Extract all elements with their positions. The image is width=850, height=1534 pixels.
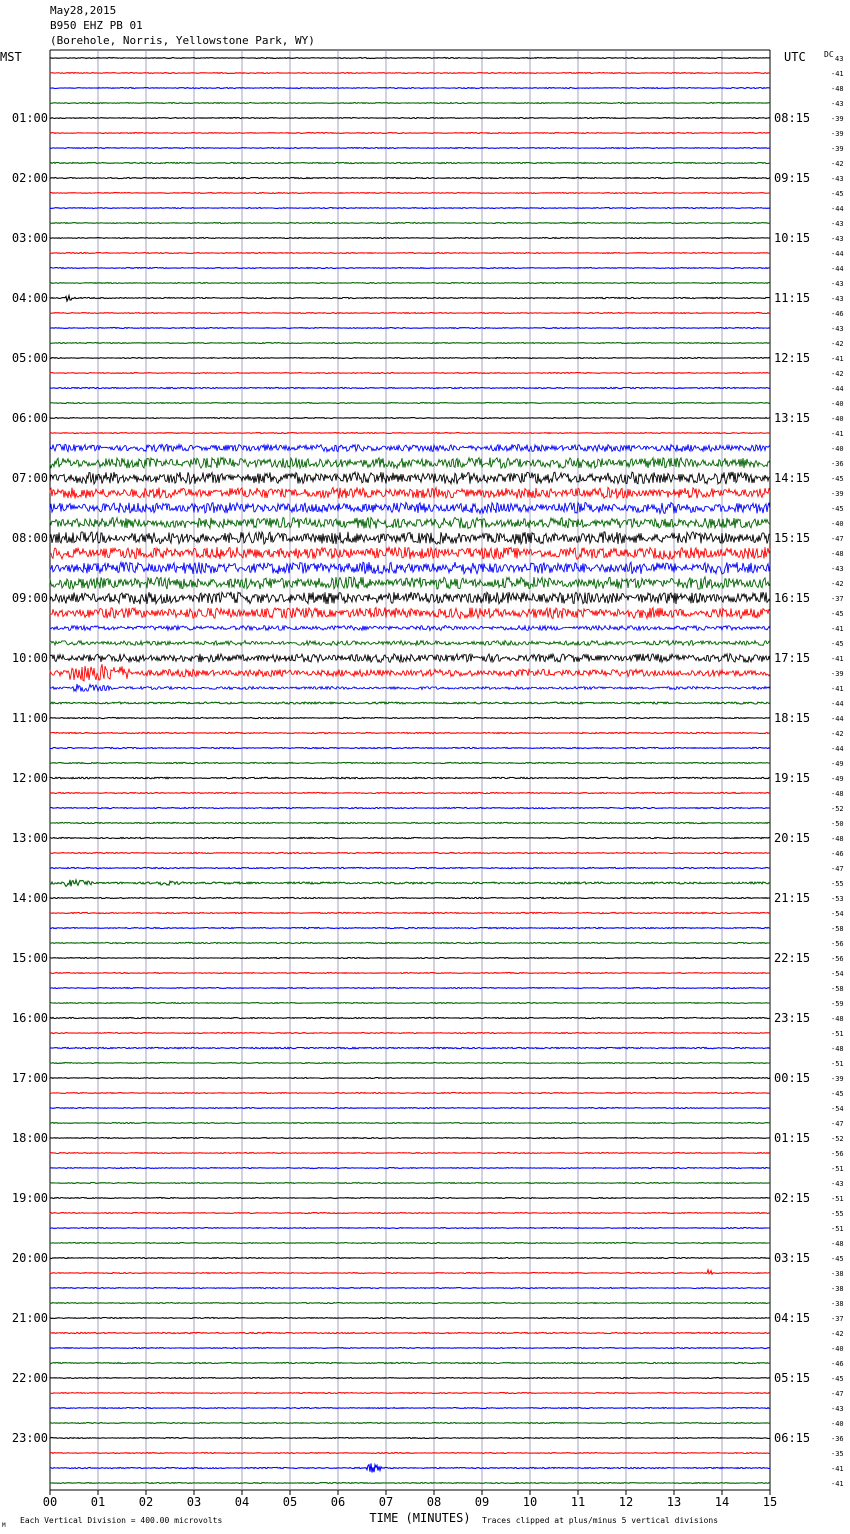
dc-offset-label: -44 bbox=[831, 385, 844, 393]
trace-blue bbox=[50, 208, 770, 209]
trace-red bbox=[50, 852, 770, 853]
trace-green bbox=[50, 1362, 770, 1363]
trace-blue bbox=[50, 626, 770, 631]
dc-offset-label: -43 bbox=[831, 325, 844, 333]
dc-offset-label: -51 bbox=[831, 1030, 844, 1038]
mst-hour-label: 17:00 bbox=[11, 1071, 48, 1085]
trace-red bbox=[50, 792, 770, 793]
trace-blue bbox=[50, 1228, 770, 1229]
trace-red bbox=[50, 133, 770, 134]
dc-offset-label: -35 bbox=[831, 1450, 844, 1458]
trace-red bbox=[50, 1213, 770, 1214]
trace-red bbox=[50, 547, 770, 559]
trace-green bbox=[50, 1303, 770, 1304]
dc-offset-label: -46 bbox=[831, 850, 844, 858]
trace-black bbox=[50, 1258, 770, 1259]
trace-green bbox=[50, 1423, 770, 1424]
trace-black bbox=[50, 654, 770, 663]
dc-offset-label: -41 bbox=[831, 1480, 844, 1488]
trace-green bbox=[50, 103, 770, 104]
trace-black bbox=[50, 532, 770, 544]
x-tick-label: 03 bbox=[186, 1495, 202, 1509]
trace-red bbox=[50, 193, 770, 194]
mst-hour-label: 03:00 bbox=[11, 231, 48, 245]
dc-offset-label: -48 bbox=[831, 790, 844, 798]
mst-hour-label: 09:00 bbox=[11, 591, 48, 605]
dc-offset-label: -45 bbox=[831, 505, 844, 513]
dc-offset-label: -50 bbox=[831, 820, 844, 828]
dc-offset-label: -47 bbox=[831, 865, 844, 873]
trace-red bbox=[50, 1033, 770, 1034]
trace-black bbox=[50, 777, 770, 778]
mst-hour-label: 08:00 bbox=[11, 531, 48, 545]
dc-offset-label: -48 bbox=[831, 1045, 844, 1053]
dc-offset-label: -43 bbox=[831, 220, 844, 228]
dc-offset-label: -51 bbox=[831, 1165, 844, 1173]
dc-offset-label: -41 bbox=[831, 625, 844, 633]
trace-red bbox=[50, 912, 770, 913]
dc-offset-label: -49 bbox=[831, 775, 844, 783]
dc-offset-label: -40 bbox=[831, 445, 844, 453]
x-tick-label: 12 bbox=[618, 1495, 634, 1509]
mst-hour-label: 20:00 bbox=[11, 1251, 48, 1265]
utc-hour-label: 02:15 bbox=[774, 1191, 811, 1205]
dc-offset-label: -39 bbox=[831, 490, 844, 498]
trace-blue bbox=[50, 1288, 770, 1289]
dc-offset-label: -51 bbox=[831, 1225, 844, 1233]
dc-offset-label: -51 bbox=[831, 1195, 844, 1203]
dc-offset-label: -49 bbox=[831, 760, 844, 768]
trace-black bbox=[50, 118, 770, 119]
trace-green bbox=[50, 223, 770, 224]
utc-hour-label: 15:15 bbox=[774, 531, 811, 545]
trace-green bbox=[50, 343, 770, 344]
grid bbox=[50, 50, 770, 1495]
trace-black bbox=[50, 592, 770, 604]
trace-blue bbox=[50, 807, 770, 808]
utc-hour-label: 04:15 bbox=[774, 1311, 811, 1325]
trace-green bbox=[50, 517, 770, 528]
dc-offset-label: -48 bbox=[831, 550, 844, 558]
utc-hour-label: 20:15 bbox=[774, 831, 811, 845]
mst-hour-label: 05:00 bbox=[11, 351, 48, 365]
trace-blue bbox=[50, 387, 770, 388]
trace-green bbox=[50, 1003, 770, 1004]
dc-offset-label: -39 bbox=[831, 145, 844, 153]
dc-offset-label: -42 bbox=[831, 1330, 844, 1338]
dc-label: DC bbox=[824, 50, 834, 59]
mst-hour-label: 04:00 bbox=[11, 291, 48, 305]
trace-black bbox=[50, 1138, 770, 1139]
dc-offset-label: -43 bbox=[831, 175, 844, 183]
dc-offset-label: -58 bbox=[831, 925, 844, 933]
x-tick-label: 08 bbox=[426, 1495, 442, 1509]
trace-green bbox=[50, 1483, 770, 1484]
mst-hour-label: 10:00 bbox=[11, 651, 48, 665]
x-tick-label: 04 bbox=[234, 1495, 250, 1509]
x-tick-label: 13 bbox=[666, 1495, 682, 1509]
x-tick-label: 14 bbox=[714, 1495, 730, 1509]
dc-offset-label: -40 bbox=[831, 400, 844, 408]
dc-offset-label: -39 bbox=[831, 115, 844, 123]
utc-hour-label: 14:15 bbox=[774, 471, 811, 485]
trace-green bbox=[50, 822, 770, 823]
dc-offset-label: -54 bbox=[831, 970, 844, 978]
trace-black bbox=[50, 1438, 770, 1439]
dc-offset-label: -45 bbox=[831, 610, 844, 618]
scale-note: Each Vertical Division = 400.00 microvolts bbox=[20, 1516, 223, 1525]
dc-offset-label: -42 bbox=[831, 160, 844, 168]
trace-blue bbox=[50, 1108, 770, 1109]
x-tick-label: 15 bbox=[762, 1495, 778, 1509]
dc-offset-label: -46 bbox=[831, 310, 844, 318]
trace-green bbox=[50, 458, 770, 469]
trace-blue bbox=[50, 1463, 770, 1472]
dc-offset-label: -44 bbox=[831, 250, 844, 258]
x-axis-title: TIME (MINUTES) bbox=[369, 1511, 471, 1525]
dc-offset-label: -43 bbox=[831, 235, 844, 243]
utc-hour-label: 06:15 bbox=[774, 1431, 811, 1445]
utc-hour-label: 21:15 bbox=[774, 891, 811, 905]
mst-hour-label: 02:00 bbox=[11, 171, 48, 185]
dc-offset-label: -56 bbox=[831, 955, 844, 963]
utc-hour-label: 09:15 bbox=[774, 171, 811, 185]
dc-offset-label: -48 bbox=[831, 1240, 844, 1248]
dc-offset-label: -44 bbox=[831, 700, 844, 708]
trace-black bbox=[50, 897, 770, 898]
dc-offset-label: -48 bbox=[831, 85, 844, 93]
dc-offset-label: -41 bbox=[831, 685, 844, 693]
trace-black bbox=[50, 1378, 770, 1379]
clip-note: Traces clipped at plus/minus 5 vertical divisions bbox=[482, 1516, 719, 1525]
mst-hour-label: 21:00 bbox=[11, 1311, 48, 1325]
trace-green bbox=[50, 162, 770, 163]
trace-green bbox=[50, 702, 770, 704]
mst-hour-label: 18:00 bbox=[11, 1131, 48, 1145]
trace-green bbox=[50, 403, 770, 404]
dc-offset-label: -55 bbox=[831, 880, 844, 888]
dc-offset-label: -45 bbox=[831, 1375, 844, 1383]
dc-offset-label: -53 bbox=[831, 895, 844, 903]
mst-hour-label: 14:00 bbox=[11, 891, 48, 905]
dc-offset-label: -54 bbox=[831, 910, 844, 918]
mst-hour-label: 13:00 bbox=[11, 831, 48, 845]
trace-red bbox=[50, 373, 770, 374]
utc-hour-label: 22:15 bbox=[774, 951, 811, 965]
mst-hour-label: 22:00 bbox=[11, 1371, 48, 1385]
dc-offset-label: -39 bbox=[831, 130, 844, 138]
trace-blue bbox=[50, 684, 770, 691]
utc-hour-label: 12:15 bbox=[774, 351, 811, 365]
utc-hour-label: 10:15 bbox=[774, 231, 811, 245]
dc-offset-label: -41 bbox=[831, 655, 844, 663]
date-label: May28,2015 bbox=[50, 4, 117, 17]
trace-black bbox=[50, 472, 770, 484]
dc-offset-label: -59 bbox=[831, 1000, 844, 1008]
dc-offset-label: -42 bbox=[831, 370, 844, 378]
x-tick-label: 11 bbox=[570, 1495, 586, 1509]
trace-red bbox=[50, 1153, 770, 1154]
dc-offset-label: -36 bbox=[831, 1435, 844, 1443]
trace-blue bbox=[50, 927, 770, 928]
mst-hour-label: 16:00 bbox=[11, 1011, 48, 1025]
dc-offset-label: -43 bbox=[831, 565, 844, 573]
dc-offset-label: -38 bbox=[831, 1270, 844, 1278]
x-tick-label: 01 bbox=[90, 1495, 106, 1509]
trace-red bbox=[50, 1453, 770, 1454]
trace-blue bbox=[50, 1348, 770, 1349]
dc-offset-label: -45 bbox=[831, 475, 844, 483]
trace-blue bbox=[50, 328, 770, 329]
trace-black bbox=[50, 177, 770, 178]
trace-blue bbox=[50, 1168, 770, 1169]
dc-offset-label: -44 bbox=[831, 745, 844, 753]
trace-blue bbox=[50, 988, 770, 989]
station-label: B950 EHZ PB 01 bbox=[50, 19, 143, 32]
traces bbox=[50, 58, 770, 1484]
dc-offset-label: -40 bbox=[831, 520, 844, 528]
utc-hour-label: 17:15 bbox=[774, 651, 811, 665]
utc-hour-label: 05:15 bbox=[774, 1371, 811, 1385]
trace-blue bbox=[50, 1047, 770, 1048]
dc-offset-label: -42 bbox=[831, 580, 844, 588]
dc-offset-label: -43 bbox=[831, 100, 844, 108]
dc-offset-label: -41 bbox=[831, 70, 844, 78]
mst-hour-label: 19:00 bbox=[11, 1191, 48, 1205]
dc-offset-label: -40 bbox=[831, 415, 844, 423]
x-tick-label: 06 bbox=[330, 1495, 346, 1509]
trace-green bbox=[50, 641, 770, 646]
trace-blue bbox=[50, 867, 770, 868]
utc-hour-label: 16:15 bbox=[774, 591, 811, 605]
trace-red bbox=[50, 73, 770, 74]
x-tick-label: 05 bbox=[282, 1495, 298, 1509]
mst-hour-label: 07:00 bbox=[11, 471, 48, 485]
trace-red bbox=[50, 1393, 770, 1394]
trace-red bbox=[50, 973, 770, 974]
trace-green bbox=[50, 880, 770, 887]
trace-black bbox=[50, 837, 770, 838]
trace-black bbox=[50, 1078, 770, 1079]
corner-mark: M bbox=[2, 1522, 6, 1529]
trace-black bbox=[50, 1318, 770, 1319]
trace-black bbox=[50, 418, 770, 419]
dc-offset-label: -44 bbox=[831, 265, 844, 273]
dc-offset-label: -36 bbox=[831, 460, 844, 468]
dc-offset-label: -38 bbox=[831, 1300, 844, 1308]
dc-offset-label: -45 bbox=[831, 190, 844, 198]
dc-offset-label: -58 bbox=[831, 985, 844, 993]
trace-black bbox=[50, 958, 770, 959]
trace-black bbox=[50, 358, 770, 359]
dc-offset-label: -43 bbox=[831, 1180, 844, 1188]
trace-black bbox=[50, 58, 770, 59]
x-tick-label: 00 bbox=[42, 1495, 58, 1509]
trace-green bbox=[50, 942, 770, 943]
mst-hour-label: 06:00 bbox=[11, 411, 48, 425]
dc-offset-label: -46 bbox=[831, 1360, 844, 1368]
trace-blue bbox=[50, 562, 770, 574]
utc-hour-label: 23:15 bbox=[774, 1011, 811, 1025]
dc-offset-label: -39 bbox=[831, 1075, 844, 1083]
dc-offset-label: 43 bbox=[835, 55, 844, 63]
dc-offset-label: -52 bbox=[831, 805, 844, 813]
trace-blue bbox=[50, 268, 770, 269]
trace-red bbox=[50, 253, 770, 254]
dc-offset-label: -43 bbox=[831, 295, 844, 303]
dc-offset-label: -52 bbox=[831, 1135, 844, 1143]
trace-green bbox=[50, 762, 770, 763]
mst-hour-label: 11:00 bbox=[11, 711, 48, 725]
dc-offset-label: -43 bbox=[831, 280, 844, 288]
trace-black bbox=[50, 1017, 770, 1018]
trace-blue bbox=[50, 747, 770, 748]
trace-black bbox=[50, 238, 770, 239]
dc-offset-label: -51 bbox=[831, 1060, 844, 1068]
trace-red bbox=[50, 487, 770, 498]
x-tick-label: 02 bbox=[138, 1495, 154, 1509]
dc-offset-label: -56 bbox=[831, 1150, 844, 1158]
x-tick-label: 10 bbox=[522, 1495, 538, 1509]
dc-offset-label: -47 bbox=[831, 1390, 844, 1398]
dc-offset-label: -45 bbox=[831, 1090, 844, 1098]
dc-offset-label: -37 bbox=[831, 1315, 844, 1323]
trace-black bbox=[50, 296, 770, 301]
dc-offset-label: -48 bbox=[831, 835, 844, 843]
dc-offset-label: -42 bbox=[831, 730, 844, 738]
dc-offset-label: -43 bbox=[831, 1405, 844, 1413]
utc-label: UTC bbox=[784, 50, 806, 64]
trace-red bbox=[50, 1093, 770, 1094]
dc-offset-label: -44 bbox=[831, 205, 844, 213]
utc-hour-label: 13:15 bbox=[774, 411, 811, 425]
dc-offset-label: -41 bbox=[831, 1465, 844, 1473]
dc-offset-label: -41 bbox=[831, 355, 844, 363]
trace-blue bbox=[50, 1408, 770, 1409]
trace-blue bbox=[50, 444, 770, 451]
trace-green bbox=[50, 1063, 770, 1064]
dc-offset-label: -48 bbox=[831, 1015, 844, 1023]
dc-offset-label: -56 bbox=[831, 940, 844, 948]
trace-red bbox=[50, 664, 770, 681]
location-label: (Borehole, Norris, Yellowstone Park, WY) bbox=[50, 34, 315, 47]
utc-hour-label: 11:15 bbox=[774, 291, 811, 305]
trace-red bbox=[50, 732, 770, 733]
x-tick-label: 09 bbox=[474, 1495, 490, 1509]
dc-offset-label: -55 bbox=[831, 1210, 844, 1218]
utc-hour-label: 03:15 bbox=[774, 1251, 811, 1265]
dc-offset-label: -42 bbox=[831, 340, 844, 348]
trace-blue bbox=[50, 503, 770, 514]
trace-green bbox=[50, 577, 770, 589]
dc-offset-label: -41 bbox=[831, 430, 844, 438]
trace-green bbox=[50, 1123, 770, 1124]
trace-red bbox=[50, 433, 770, 434]
trace-blue bbox=[50, 88, 770, 89]
trace-black bbox=[50, 1198, 770, 1199]
utc-hour-label: 18:15 bbox=[774, 711, 811, 725]
mst-hour-label: 15:00 bbox=[11, 951, 48, 965]
dc-offset-label: -38 bbox=[831, 1285, 844, 1293]
utc-hour-label: 19:15 bbox=[774, 771, 811, 785]
trace-black bbox=[50, 717, 770, 718]
mst-hour-label: 12:00 bbox=[11, 771, 48, 785]
trace-red bbox=[50, 1332, 770, 1333]
utc-hour-label: 01:15 bbox=[774, 1131, 811, 1145]
trace-green bbox=[50, 1183, 770, 1184]
trace-red bbox=[50, 313, 770, 314]
trace-red bbox=[50, 1270, 770, 1274]
dc-offset-label: -54 bbox=[831, 1105, 844, 1113]
x-tick-label: 07 bbox=[378, 1495, 394, 1509]
trace-red bbox=[50, 608, 770, 619]
mst-label: MST bbox=[0, 50, 22, 64]
dc-offset-label: -40 bbox=[831, 1420, 844, 1428]
dc-offset-label: -39 bbox=[831, 670, 844, 678]
dc-offset-label: -47 bbox=[831, 535, 844, 543]
trace-green bbox=[50, 1243, 770, 1244]
trace-blue bbox=[50, 148, 770, 149]
trace-green bbox=[50, 283, 770, 284]
dc-offset-label: -47 bbox=[831, 1120, 844, 1128]
dc-offset-label: -44 bbox=[831, 715, 844, 723]
utc-hour-label: 00:15 bbox=[774, 1071, 811, 1085]
dc-offset-label: -40 bbox=[831, 1345, 844, 1353]
dc-offset-label: -45 bbox=[831, 1255, 844, 1263]
utc-hour-label: 08:15 bbox=[774, 111, 811, 125]
dc-offset-label: -45 bbox=[831, 640, 844, 648]
axis-labels bbox=[0, 50, 844, 1529]
dc-offset-label: -37 bbox=[831, 595, 844, 603]
mst-hour-label: 23:00 bbox=[11, 1431, 48, 1445]
mst-hour-label: 01:00 bbox=[11, 111, 48, 125]
